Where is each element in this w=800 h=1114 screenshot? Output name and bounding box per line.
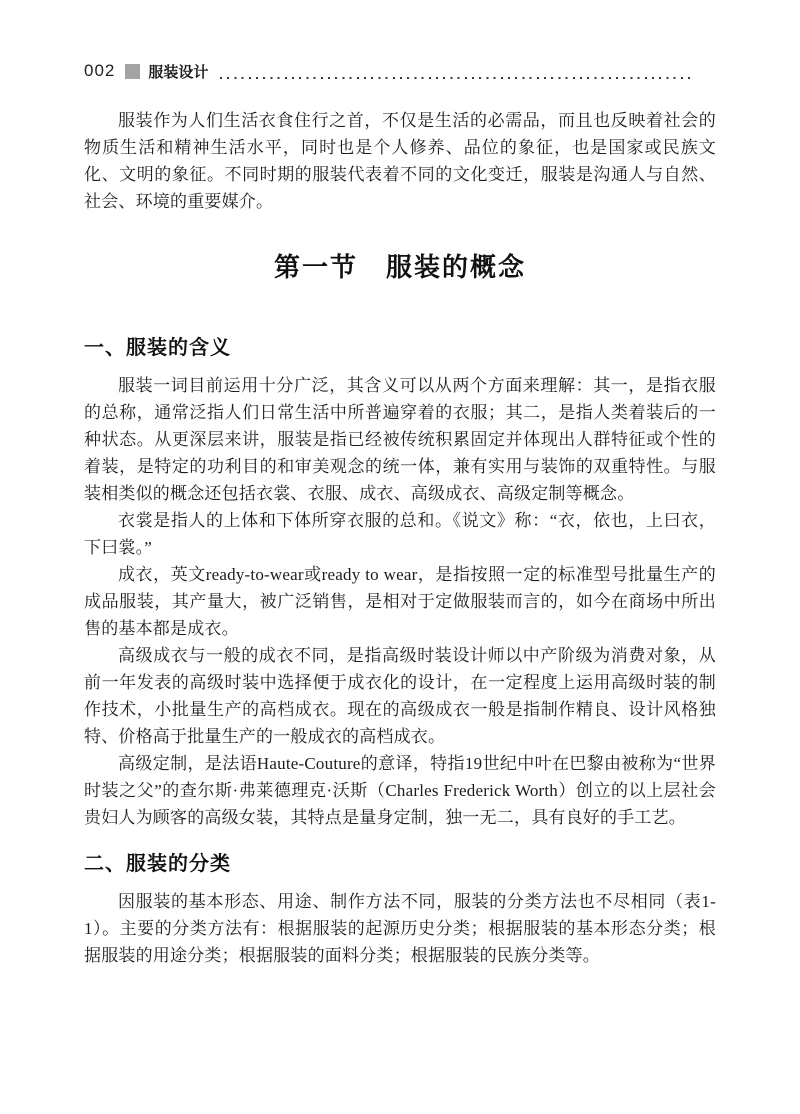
body-paragraph: 高级成衣与一般的成衣不同，是指高级时装设计师以中产阶级为消费对象，从前一年发表的高级时装中选择便于成衣化的设计，在一定程度上运用高级时装的制作技术，小批量生产的高档成衣。现在的高级成衣一般是指制作精良、设计风格独特、价格高于批量生产的一般成衣的高档成衣。	[84, 646, 716, 746]
body-paragraph: 成衣，英文ready-to-wear或ready to wear，是指按照一定的标准型号批量生产的成品服装，其产量大，被广泛销售，是相对于定做服装而言的，如今在商场中所出售的基本都是成衣。	[84, 565, 716, 638]
subsection-heading-classification: 二、服装的分类	[84, 853, 231, 875]
chapter-marker-square-icon	[125, 64, 140, 79]
dotted-leader	[220, 77, 690, 80]
page-header	[84, 62, 716, 80]
body-paragraph: 因服装的基本形态、用途、制作方法不同，服装的分类方法也不尽相同（表1-1）。主要的分类方法有：根据服装的起源历史分类；根据服装的基本形态分类；根据服装的用途分类；根据服装的面料分类；根据服装的民族分类等。	[84, 892, 716, 965]
page-number: 002	[84, 61, 116, 80]
subsection-heading-meaning: 一、服装的含义	[84, 337, 231, 359]
book-title: 服装设计	[148, 63, 209, 81]
section-title: 第一节 服装的概念	[273, 253, 526, 282]
body-paragraph: 衣裳是指人的上体和下体所穿衣服的总和。《说文》称：“衣，依也，上曰衣，下曰裳。”	[84, 511, 716, 557]
intro-paragraph: 服装作为人们生活衣食住行之首，不仅是生活的必需品，而且也反映着社会的物质生活和精神生活水平，同时也是个人修养、品位的象征，也是国家或民族文化、文明的象征。不同时期的服装代表着不同的文化变迁，服装是沟通人与自然、社会、环境的重要媒介。	[84, 111, 716, 211]
body-paragraph: 高级定制，是法语Haute-Couture的意译，特指19世纪中叶在巴黎由被称为“世界时装之父”的查尔斯·弗莱德理克·沃斯（Charles Frederick Worth）创立的以上层社会贵妇人为顾客的高级女装，其特点是量身定制，独一无二，具有良好的手工艺。	[84, 754, 716, 827]
body-paragraph: 服装一词目前运用十分广泛，其含义可以从两个方面来理解：其一，是指衣服的总称，通常泛指人们日常生活中所普遍穿着的衣服；其二，是指人类着装后的一种状态。从更深层来讲，服装是指已经被传统积累固定并体现出人群特征或个性的着装，是特定的功利目的和审美观念的统一体，兼有实用与装饰的双重特性。与服装相类似的概念还包括衣裳、衣服、成衣、高级成衣、高级定制等概念。	[84, 376, 716, 503]
